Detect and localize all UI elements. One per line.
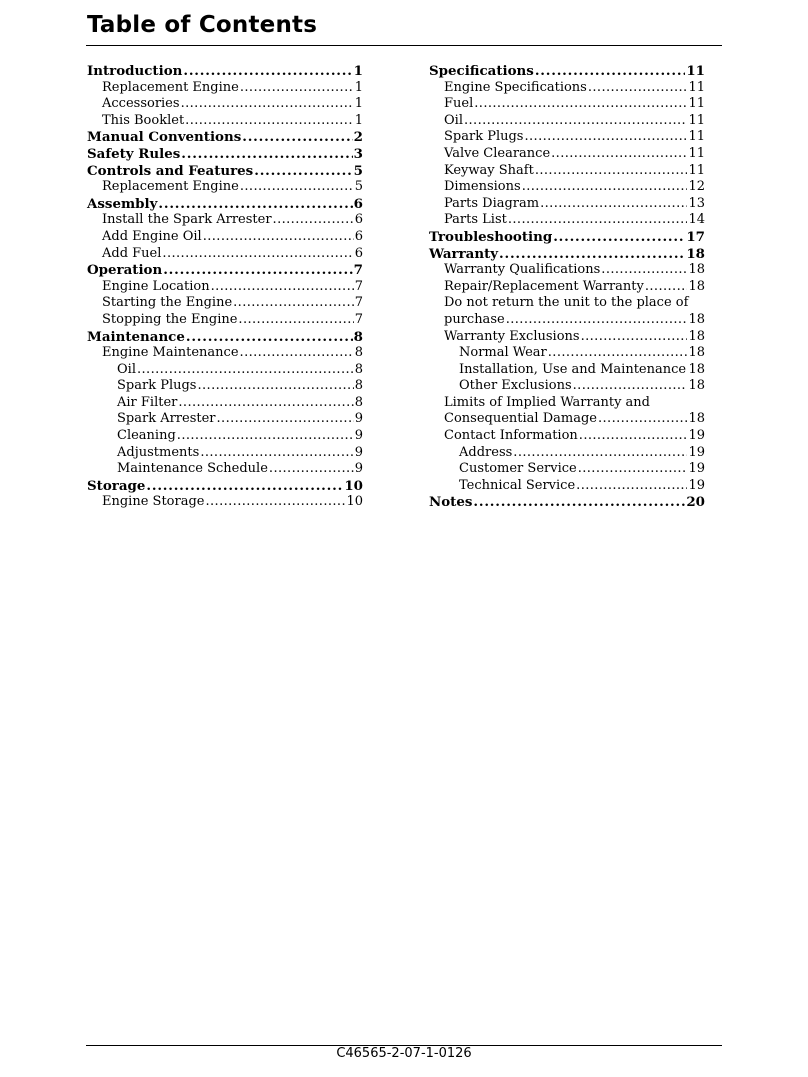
toc-section-entry[interactable] <box>87 478 363 495</box>
toc-entry-label: Oil <box>444 112 463 128</box>
toc-entry-label: Engine Location <box>102 278 210 294</box>
dot-leader <box>535 163 688 180</box>
toc-entry-label: Accessories <box>102 96 180 112</box>
toc-entry-page-number: 6 <box>353 195 363 212</box>
toc-entry-label: Maintenance Schedule <box>117 461 268 477</box>
toc-section-entry[interactable] <box>429 229 705 246</box>
toc-entry-page-number: 18 <box>688 411 705 427</box>
dot-leader <box>464 113 687 130</box>
toc-entry-label: Safety Rules <box>87 145 181 162</box>
dot-leader <box>177 428 354 445</box>
dot-leader <box>162 246 353 263</box>
toc-entry-label: Manual Conventions <box>87 129 242 146</box>
toc-entry-page-number: 1 <box>354 112 363 128</box>
toc-entry-label: Limits of Implied Warranty and <box>444 394 651 410</box>
toc-entry-label: Add Fuel <box>102 245 162 261</box>
toc-entry-page-number: 9 <box>354 461 363 477</box>
toc-entry-page-number: 10 <box>344 477 363 494</box>
dot-leader <box>238 312 353 329</box>
toc-entry-label: Spark Plugs <box>444 129 524 145</box>
toc-entry-label: Valve Clearance <box>444 145 551 161</box>
toc-section-entry[interactable] <box>87 329 363 346</box>
toc-entry-page-number: 6 <box>354 228 363 244</box>
dot-leader <box>273 212 354 229</box>
toc-subsection-entry[interactable] <box>429 163 705 180</box>
toc-subsection-entry[interactable] <box>87 362 363 379</box>
dot-leader <box>513 445 687 462</box>
toc-subsection-entry[interactable] <box>429 345 705 362</box>
dot-leader <box>217 411 354 428</box>
document-code: C46565-2-07-1-0126 <box>336 1046 472 1061</box>
toc-entry-page-number: 8 <box>354 378 363 394</box>
dot-leader <box>573 378 688 395</box>
toc-entry-page-number: 9 <box>354 411 363 427</box>
dot-leader <box>553 229 685 246</box>
toc-subsection-entry[interactable] <box>429 411 705 428</box>
toc-entry-label: Customer Service <box>459 461 577 477</box>
toc-entry-page-number: 18 <box>688 361 705 377</box>
toc-entry-label: Cleaning <box>117 428 176 444</box>
dot-leader <box>535 63 686 80</box>
dot-leader <box>137 362 354 379</box>
toc-subsection-entry[interactable] <box>87 378 363 395</box>
dot-leader <box>645 279 688 296</box>
dot-leader <box>240 345 354 362</box>
dot-leader <box>254 163 352 180</box>
toc-entry-page-number: 5 <box>354 179 363 195</box>
dot-leader <box>581 329 688 346</box>
toc-entry-label: Troubleshooting <box>429 228 553 245</box>
dot-leader <box>181 96 354 113</box>
dot-leader <box>576 478 687 495</box>
toc-entry-page-number: 8 <box>354 361 363 377</box>
toc-entry-label: Engine Specifications <box>444 79 587 95</box>
dot-leader <box>203 229 354 246</box>
dot-leader <box>178 395 353 412</box>
toc-entry-label: Spark Arrester <box>117 411 216 427</box>
toc-entry-page-number: 18 <box>688 378 705 394</box>
dot-leader <box>474 96 687 113</box>
dot-leader <box>200 445 353 462</box>
toc-entry-label: purchase <box>444 311 505 327</box>
toc-entry-page-number: 19 <box>688 444 705 460</box>
toc-subsection-entry[interactable] <box>429 96 705 113</box>
dot-leader <box>473 494 685 511</box>
toc-entry-label: Parts List <box>444 212 507 228</box>
toc-entry-page-number: 9 <box>354 444 363 460</box>
toc-subsection-entry[interactable] <box>87 295 363 312</box>
toc-entry-page-number: 7 <box>354 278 363 294</box>
toc-entry-page-number: 11 <box>688 129 705 145</box>
dot-leader <box>598 411 687 428</box>
dot-leader <box>242 129 352 146</box>
toc-entry-page-number: 1 <box>353 63 363 79</box>
dot-leader <box>185 113 354 130</box>
toc-entry-page-number: 20 <box>686 494 705 511</box>
toc-entry-page-number: 2 <box>353 129 363 146</box>
toc-subsection-entry[interactable] <box>429 129 705 146</box>
dot-leader <box>588 80 688 97</box>
toc-subsection-entry[interactable] <box>429 196 705 213</box>
dot-leader <box>601 262 687 279</box>
toc-subsection-entry[interactable] <box>87 494 363 511</box>
toc-entry-page-number: 19 <box>688 461 705 477</box>
dot-leader <box>548 345 688 362</box>
toc-section-entry[interactable] <box>87 196 363 213</box>
toc-entry-page-number: 12 <box>688 179 705 195</box>
toc-entry-page-number: 6 <box>354 245 363 261</box>
toc-section-entry[interactable] <box>429 63 705 80</box>
toc-section-entry[interactable] <box>87 163 363 180</box>
dot-leader <box>211 279 354 296</box>
dot-leader <box>579 428 688 445</box>
dot-leader <box>240 80 354 97</box>
toc-subsection-entry[interactable] <box>429 329 705 346</box>
toc-entry-label: Consequential Damage <box>444 411 597 427</box>
toc-entry-label: Stopping the Engine <box>102 311 238 327</box>
toc-section-entry[interactable] <box>87 63 363 80</box>
toc-subsection-entry[interactable] <box>87 80 363 97</box>
toc-subsection-entry[interactable] <box>87 312 363 329</box>
toc-entry-page-number: 7 <box>354 311 363 327</box>
toc-entry-label: Engine Maintenance <box>102 345 239 361</box>
toc-subsection-entry[interactable] <box>429 362 705 379</box>
toc-entry-label: Install the Spark Arrester <box>102 212 272 228</box>
toc-entry-page-number: 5 <box>353 162 363 179</box>
toc-subsection-entry[interactable] <box>429 262 705 279</box>
toc-entry-label: Installation, Use and Maintenance <box>459 361 687 377</box>
toc-entry-page-number: 11 <box>686 63 705 79</box>
toc-entry-label: Maintenance <box>87 328 185 345</box>
toc-column-left <box>87 63 363 511</box>
toc-subsection-entry[interactable] <box>87 179 363 196</box>
toc-subsection-entry[interactable] <box>87 428 363 445</box>
toc-entry-page-number: 7 <box>353 262 363 279</box>
toc-entry-page-number: 18 <box>688 328 705 344</box>
toc-subsection-entry[interactable] <box>429 478 705 495</box>
dot-leader <box>578 461 688 478</box>
toc-section-entry[interactable] <box>429 246 705 263</box>
dot-leader <box>522 179 688 196</box>
dot-leader <box>233 295 354 312</box>
toc-entry-label: Contact Information <box>444 428 578 444</box>
toc-entry-page-number: 18 <box>688 262 705 278</box>
toc-entry-label: Dimensions <box>444 179 521 195</box>
toc-entry-label: Technical Service <box>459 477 576 493</box>
toc-subsection-entry[interactable] <box>429 378 705 395</box>
title-divider <box>86 45 722 46</box>
toc-subsection-entry[interactable] <box>429 428 705 445</box>
toc-subsection-entry[interactable] <box>429 395 705 412</box>
toc-entry-page-number: 1 <box>354 96 363 112</box>
toc-entry-label: Add Engine Oil <box>102 228 202 244</box>
toc-entry-page-number: 17 <box>686 228 705 245</box>
toc-subsection-entry[interactable] <box>87 411 363 428</box>
toc-entry-page-number: 11 <box>688 162 705 178</box>
toc-entry-label: Starting the Engine <box>102 295 233 311</box>
toc-entry-label: Spark Plugs <box>117 378 197 394</box>
toc-entry-page-number: 18 <box>688 278 705 294</box>
toc-entry-label: Normal Wear <box>459 345 547 361</box>
toc-entry-label: Repair/Replacement Warranty <box>444 278 644 294</box>
dot-leader <box>186 329 353 346</box>
toc-subsection-entry[interactable] <box>429 461 705 478</box>
dot-leader <box>158 196 352 213</box>
toc-subsection-entry[interactable] <box>429 312 705 329</box>
toc-entry-page-number: 1 <box>354 79 363 95</box>
toc-entry-page-number: 9 <box>354 428 363 444</box>
dot-leader <box>146 478 343 495</box>
toc-subsection-entry[interactable] <box>429 445 705 462</box>
dot-leader <box>183 63 352 80</box>
toc-subsection-entry[interactable] <box>429 113 705 130</box>
dot-leader <box>551 146 687 163</box>
toc-subsection-entry[interactable] <box>87 113 363 130</box>
dot-leader <box>269 461 354 478</box>
dot-leader <box>506 312 688 329</box>
toc-subsection-entry[interactable] <box>87 246 363 263</box>
toc-entry-page-number: 19 <box>688 428 705 444</box>
toc-entry-page-number: 11 <box>688 79 705 95</box>
toc-entry-label: Do not return the unit to the place of <box>444 295 689 311</box>
toc-entry-page-number: 10 <box>346 494 363 510</box>
toc-entry-page-number: 18 <box>686 245 705 262</box>
toc-subsection-entry[interactable] <box>429 80 705 97</box>
toc-entry-label: Fuel <box>444 96 474 112</box>
toc-entry-page-number: 18 <box>688 345 705 361</box>
dot-leader <box>197 378 353 395</box>
toc-entry-page-number: 19 <box>688 477 705 493</box>
toc-subsection-entry[interactable] <box>429 295 705 312</box>
toc-subsection-entry[interactable] <box>87 461 363 478</box>
toc-entry-label: Keyway Shaft <box>444 162 534 178</box>
page-title: Table of Contents <box>87 12 318 38</box>
toc-section-entry[interactable] <box>87 129 363 146</box>
dot-leader <box>499 246 685 263</box>
toc-entry-label: Parts Diagram <box>444 195 540 211</box>
toc-subsection-entry[interactable] <box>429 179 705 196</box>
toc-entry-label: Storage <box>87 477 146 494</box>
toc-entry-label: Adjustments <box>117 444 200 460</box>
toc-subsection-entry[interactable] <box>87 279 363 296</box>
dot-leader <box>540 196 687 213</box>
toc-entry-label: Warranty Exclusions <box>444 328 580 344</box>
toc-entry-label: Replacement Engine <box>102 179 239 195</box>
toc-subsection-entry[interactable] <box>429 212 705 229</box>
dot-leader <box>181 146 352 163</box>
toc-entry-label: Warranty <box>429 245 499 262</box>
toc-section-entry[interactable] <box>87 262 363 279</box>
dot-leader <box>163 262 352 279</box>
toc-entry-page-number: 11 <box>688 145 705 161</box>
toc-entry-label: Specifications <box>429 63 534 79</box>
toc-subsection-entry[interactable] <box>429 279 705 296</box>
toc-entry-page-number: 7 <box>354 295 363 311</box>
toc-subsection-entry[interactable] <box>87 212 363 229</box>
toc-subsection-entry[interactable] <box>87 345 363 362</box>
toc-entry-page-number: 14 <box>688 212 705 228</box>
toc-entry-label: Engine Storage <box>102 494 205 510</box>
toc-entry-page-number: 8 <box>354 345 363 361</box>
toc-entry-page-number: 3 <box>353 145 363 162</box>
toc-entry-label: Air Filter <box>117 394 178 410</box>
toc-subsection-entry[interactable] <box>87 395 363 412</box>
toc-entry-page-number: 13 <box>688 195 705 211</box>
toc-entry-label: Operation <box>87 262 163 279</box>
toc-entry-label: Introduction <box>87 63 183 79</box>
toc-entry-page-number: 18 <box>688 311 705 327</box>
toc-subsection-entry[interactable] <box>87 445 363 462</box>
toc-subsection-entry[interactable] <box>87 229 363 246</box>
toc-entry-label: Notes <box>429 494 473 511</box>
dot-leader <box>508 212 688 229</box>
toc-entry-label: This Booklet <box>102 112 185 128</box>
toc-entry-page-number: 11 <box>688 96 705 112</box>
toc-entry-page-number: 6 <box>354 212 363 228</box>
toc-entry-label: Controls and Features <box>87 162 254 179</box>
toc-entry-page-number: 11 <box>688 112 705 128</box>
toc-entry-page-number: 8 <box>354 394 363 410</box>
dot-leader <box>240 179 354 196</box>
toc-subsection-entry[interactable] <box>87 96 363 113</box>
toc-entry-label: Oil <box>117 361 136 377</box>
toc-section-entry[interactable] <box>87 146 363 163</box>
toc-entry-page-number: 8 <box>353 328 363 345</box>
toc-section-entry[interactable] <box>429 494 705 511</box>
toc-subsection-entry[interactable] <box>429 146 705 163</box>
toc-entry-label: Assembly <box>87 195 158 212</box>
toc-column-right <box>429 63 705 511</box>
dot-leader <box>524 129 687 146</box>
toc-entry-label: Other Exclusions <box>459 378 572 394</box>
toc-entry-label: Replacement Engine <box>102 79 239 95</box>
toc-entry-label: Address <box>459 444 513 460</box>
toc-entry-label: Warranty Qualifications <box>444 262 601 278</box>
dot-leader <box>205 494 345 511</box>
